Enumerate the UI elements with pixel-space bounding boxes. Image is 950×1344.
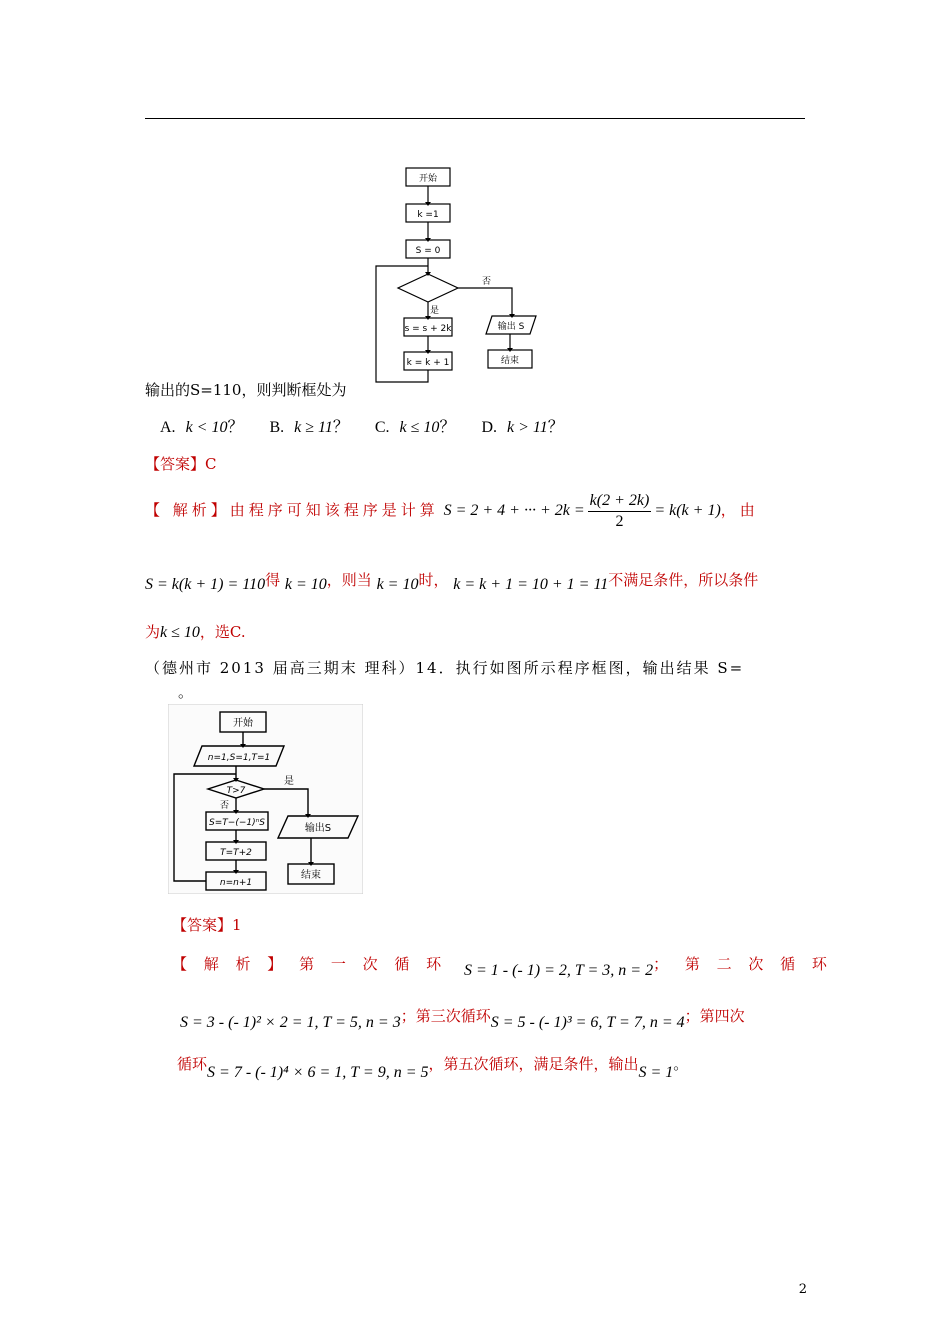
fc2-end-text: 结束 (301, 870, 321, 881)
option-d-q: ？ (547, 419, 564, 436)
fc1-yes-text: 是 (430, 306, 440, 316)
fc1-k-text: k =1 (417, 210, 439, 220)
q14-l1-t2: ； 第 二 次 循 环 (653, 955, 833, 973)
fc2-init-text: n=1,S=1,T=1 (207, 753, 271, 763)
q14-l2-m2: S = 5 - (- 1)³ = 6, T = 7, n = 4 (490, 1014, 685, 1031)
option-a-expr: k < 10 (185, 419, 228, 436)
option-b-label: B. (269, 419, 285, 436)
q14-l1-t1: 第 一 次 循 环 (299, 955, 448, 973)
fc2-output-text: 输出S (304, 823, 332, 834)
q13-l2-t2: ，则当 (326, 571, 372, 589)
q14-l2-t1: ；第三次循环 (400, 1007, 491, 1025)
q13-frac-den: 2 (615, 512, 624, 530)
q13-l3-math: k ≤ 10 (160, 624, 200, 641)
fc1-no-text: 否 (482, 277, 492, 287)
q14-l3-t1: 循环 (177, 1055, 208, 1073)
option-a-q: ？ (227, 419, 244, 436)
fc1-end-text: 结束 (500, 356, 520, 366)
q14-analysis-line1 (172, 950, 833, 985)
q13-analysis-label: 【 解析】 (145, 501, 230, 519)
q14-l1-m1: S = 1 - (- 1) = 2, T = 3, n = 2 (463, 962, 654, 979)
q13-analysis-line3 (145, 622, 246, 643)
q14-l3-t3: 。 (673, 1055, 689, 1073)
q14-answer-value: 1 (232, 916, 242, 934)
option-c-q: ？ (439, 419, 456, 436)
fc2-yes-text: 是 (284, 776, 294, 787)
q14-l3-m2: S = 1 (638, 1064, 674, 1081)
flowchart-q13 (370, 160, 550, 390)
option-c-expr: k ≤ 10 (399, 419, 440, 436)
q14-answer-label: 【答案】 (172, 916, 233, 934)
fc1-assign-s-text: s = s + 2k (404, 324, 452, 334)
q13-l2-math2: k = 10 (284, 576, 327, 593)
q13-l3-t1: 为 (145, 623, 161, 641)
q14-question: （德州市 2013 届高三期末 理科）14．执行如图所示程序框图，输出结果 S= (145, 659, 745, 677)
q13-l2-t3: 时， (418, 571, 449, 589)
q14-l3-t2: ，第五次循环，满足条件，输出 (428, 1055, 639, 1073)
q13-analysis-math1: S = 2 + 4 + ··· + 2k = (443, 502, 585, 519)
q13-analysis-end1: ，由 (720, 501, 759, 519)
flowchart-q14 (168, 704, 363, 894)
header-rule (145, 118, 805, 119)
fc2-assign-n-text: n=n+1 (219, 878, 253, 888)
q13-question: 输出的S=110，则判断框处为 (145, 381, 347, 399)
page-number: 2 (798, 1282, 807, 1297)
fc2-assign-t-text: T=T+2 (220, 848, 252, 858)
fc2-cond-text: T>7 (226, 786, 246, 796)
q13-analysis-text1: 由程序可知该程序是计算 (229, 501, 439, 519)
q14-l2-t2: ；第四次 (684, 1007, 745, 1025)
fc2-no-text: 否 (220, 801, 230, 811)
fc2-start-text: 开始 (233, 718, 253, 729)
q13-l2-math1: S = k(k + 1) = 110 (145, 576, 266, 593)
q13-l2-t4: 不满足条件，所以条件 (608, 571, 759, 589)
q13-analysis-math2: = k(k + 1) (654, 502, 721, 519)
q13-answer-label: 【答案】 (145, 455, 206, 473)
q13-analysis-line1 (145, 488, 759, 532)
q13-frac-num: k(2 + 2k) (588, 491, 652, 512)
fc1-output-text: 输出 S (497, 322, 525, 332)
q14-analysis-label: 【 解 析 】 (172, 955, 289, 973)
q13-analysis-line2 (145, 566, 758, 599)
option-b-expr: k ≥ 11 (294, 419, 333, 436)
q14-analysis-line2 (180, 1002, 745, 1037)
fc1-s-text: S = 0 (415, 246, 441, 256)
q14-question-end: 。 (178, 683, 194, 701)
option-c-label: C. (374, 419, 390, 436)
q13-answer-value: C (205, 455, 217, 473)
q14-analysis-line3 (177, 1050, 688, 1087)
q13-answer (145, 454, 217, 474)
q13-l2-math3: k = 10 (376, 576, 419, 593)
fc1-assign-k-text: k = k + 1 (406, 358, 450, 368)
option-b-q: ？ (332, 419, 349, 436)
q13-l2-math4: k = k + 1 = 10 + 1 = 11 (453, 576, 609, 593)
q13-l2-t1: 得 (265, 571, 281, 589)
option-d-label: D. (481, 419, 498, 436)
q14-l3-m1: S = 7 - (- 1)⁴ × 6 = 1, T = 9, n = 5 (207, 1064, 429, 1081)
fc1-decision (398, 274, 458, 302)
q13-options (160, 418, 564, 438)
fc2-assign-s-text: S=T−(−1)ⁿS (209, 818, 265, 828)
q14-answer (172, 915, 242, 935)
option-d-expr: k > 11 (507, 419, 548, 436)
q13-l3-t2: ，选C. (199, 623, 246, 641)
option-a-label: A. (160, 419, 176, 436)
fc1-start-text: 开始 (418, 174, 438, 184)
q14-l2-m1: S = 3 - (- 1)² × 2 = 1, T = 5, n = 3 (180, 1014, 401, 1031)
